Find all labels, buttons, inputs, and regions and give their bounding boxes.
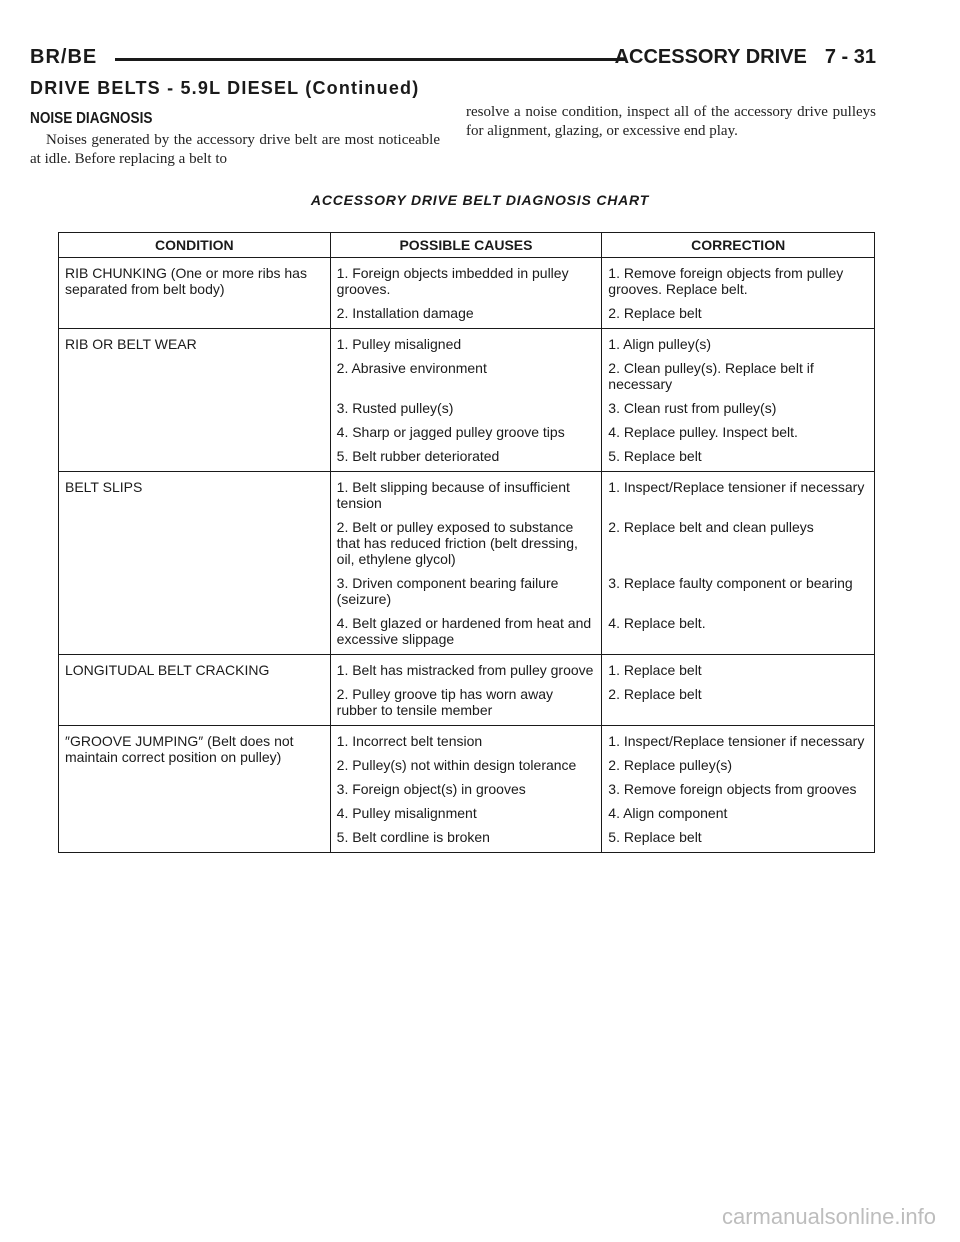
correction-cell: 1. Inspect/Replace tensioner if necessary	[602, 472, 875, 517]
table-row	[59, 472, 875, 517]
correction-cell: 3. Remove foreign objects from grooves	[602, 778, 875, 802]
cause-cell: 5. Belt rubber deteriorated	[330, 445, 602, 472]
condition-cell: ″GROOVE JUMPING″ (Belt does not maintain correct position on pulley)	[59, 726, 331, 853]
condition-cell: RIB CHUNKING (One or more ribs has separated from belt body)	[59, 258, 331, 329]
correction-cell: 2. Replace belt and clean pulleys	[602, 516, 875, 572]
cause-cell: 1. Foreign objects imbedded in pulley grooves.	[330, 258, 602, 303]
condition-cell: RIB OR BELT WEAR	[59, 329, 331, 472]
section-name: ACCESSORY DRIVE	[614, 46, 807, 68]
header-causes: POSSIBLE CAUSES	[330, 233, 602, 258]
condition-cell: LONGITUDAL BELT CRACKING	[59, 655, 331, 726]
correction-cell: 1. Inspect/Replace tensioner if necessary	[602, 726, 875, 755]
header-rule	[115, 58, 626, 61]
correction-cell: 3. Replace faulty component or bearing	[602, 572, 875, 612]
header-right	[615, 46, 876, 69]
header-correction: CORRECTION	[602, 233, 875, 258]
correction-cell: 5. Replace belt	[602, 826, 875, 853]
diagnosis-table	[58, 232, 875, 853]
table-body	[59, 258, 875, 853]
watermark: carmanualsonline.info	[721, 1204, 936, 1229]
chart-title: ACCESSORY DRIVE BELT DIAGNOSIS CHART	[310, 192, 650, 208]
table-row	[59, 655, 875, 684]
correction-cell: 2. Replace belt	[602, 683, 875, 726]
cause-cell: 3. Foreign object(s) in grooves	[330, 778, 602, 802]
cause-cell: 1. Belt slipping because of insufficient tension	[330, 472, 602, 517]
cause-cell: 4. Belt glazed or hardened from heat and excessive slippage	[330, 612, 602, 655]
model-code: BR/BE	[30, 46, 98, 68]
body-text-left: Noises generated by the accessory drive belt are most noticeable at idle. Before replacing a belt to	[30, 132, 440, 167]
correction-cell: 2. Replace pulley(s)	[602, 754, 875, 778]
section-heading: NOISE DIAGNOSIS	[30, 110, 153, 127]
page-subtitle: DRIVE BELTS - 5.9L DIESEL (Continued)	[30, 78, 420, 98]
cause-cell: 2. Pulley(s) not within design tolerance	[330, 754, 602, 778]
correction-cell: 3. Clean rust from pulley(s)	[602, 397, 875, 421]
correction-cell: 5. Replace belt	[602, 445, 875, 472]
cause-cell: 3. Driven component bearing failure (seizure)	[330, 572, 602, 612]
cause-cell: 2. Abrasive environment	[330, 357, 602, 397]
page-header	[30, 46, 876, 76]
correction-cell: 1. Align pulley(s)	[602, 329, 875, 358]
correction-cell: 2. Replace belt	[602, 302, 875, 329]
table-row	[59, 726, 875, 755]
correction-cell: 4. Replace pulley. Inspect belt.	[602, 421, 875, 445]
header-condition: CONDITION	[59, 233, 331, 258]
correction-cell: 1. Remove foreign objects from pulley grooves. Replace belt.	[602, 258, 875, 303]
page-number: 7 - 31	[824, 46, 876, 68]
table-row	[59, 329, 875, 358]
cause-cell: 5. Belt cordline is broken	[330, 826, 602, 853]
cause-cell: 2. Installation damage	[330, 302, 602, 329]
cause-cell: 1. Incorrect belt tension	[330, 726, 602, 755]
correction-cell: 4. Replace belt.	[602, 612, 875, 655]
cause-cell: 3. Rusted pulley(s)	[330, 397, 602, 421]
cause-cell: 4. Pulley misalignment	[330, 802, 602, 826]
condition-cell: BELT SLIPS	[59, 472, 331, 655]
table-row	[59, 258, 875, 303]
correction-cell: 1. Replace belt	[602, 655, 875, 684]
cause-cell: 2. Belt or pulley exposed to substance that has reduced friction (belt dressing, oil, ethylene glycol)	[330, 516, 602, 572]
cause-cell: 2. Pulley groove tip has worn away rubber to tensile member	[330, 683, 602, 726]
cause-cell: 1. Belt has mistracked from pulley groove	[330, 655, 602, 684]
correction-cell: 4. Align component	[602, 802, 875, 826]
cause-cell: 1. Pulley misaligned	[330, 329, 602, 358]
cause-cell: 4. Sharp or jagged pulley groove tips	[330, 421, 602, 445]
table-header-row	[59, 233, 875, 258]
correction-cell: 2. Clean pulley(s). Replace belt if necessary	[602, 357, 875, 397]
body-text-right: resolve a noise condition, inspect all of the accessory drive pulleys for alignment, glazing, or excessive end play.	[466, 104, 876, 139]
